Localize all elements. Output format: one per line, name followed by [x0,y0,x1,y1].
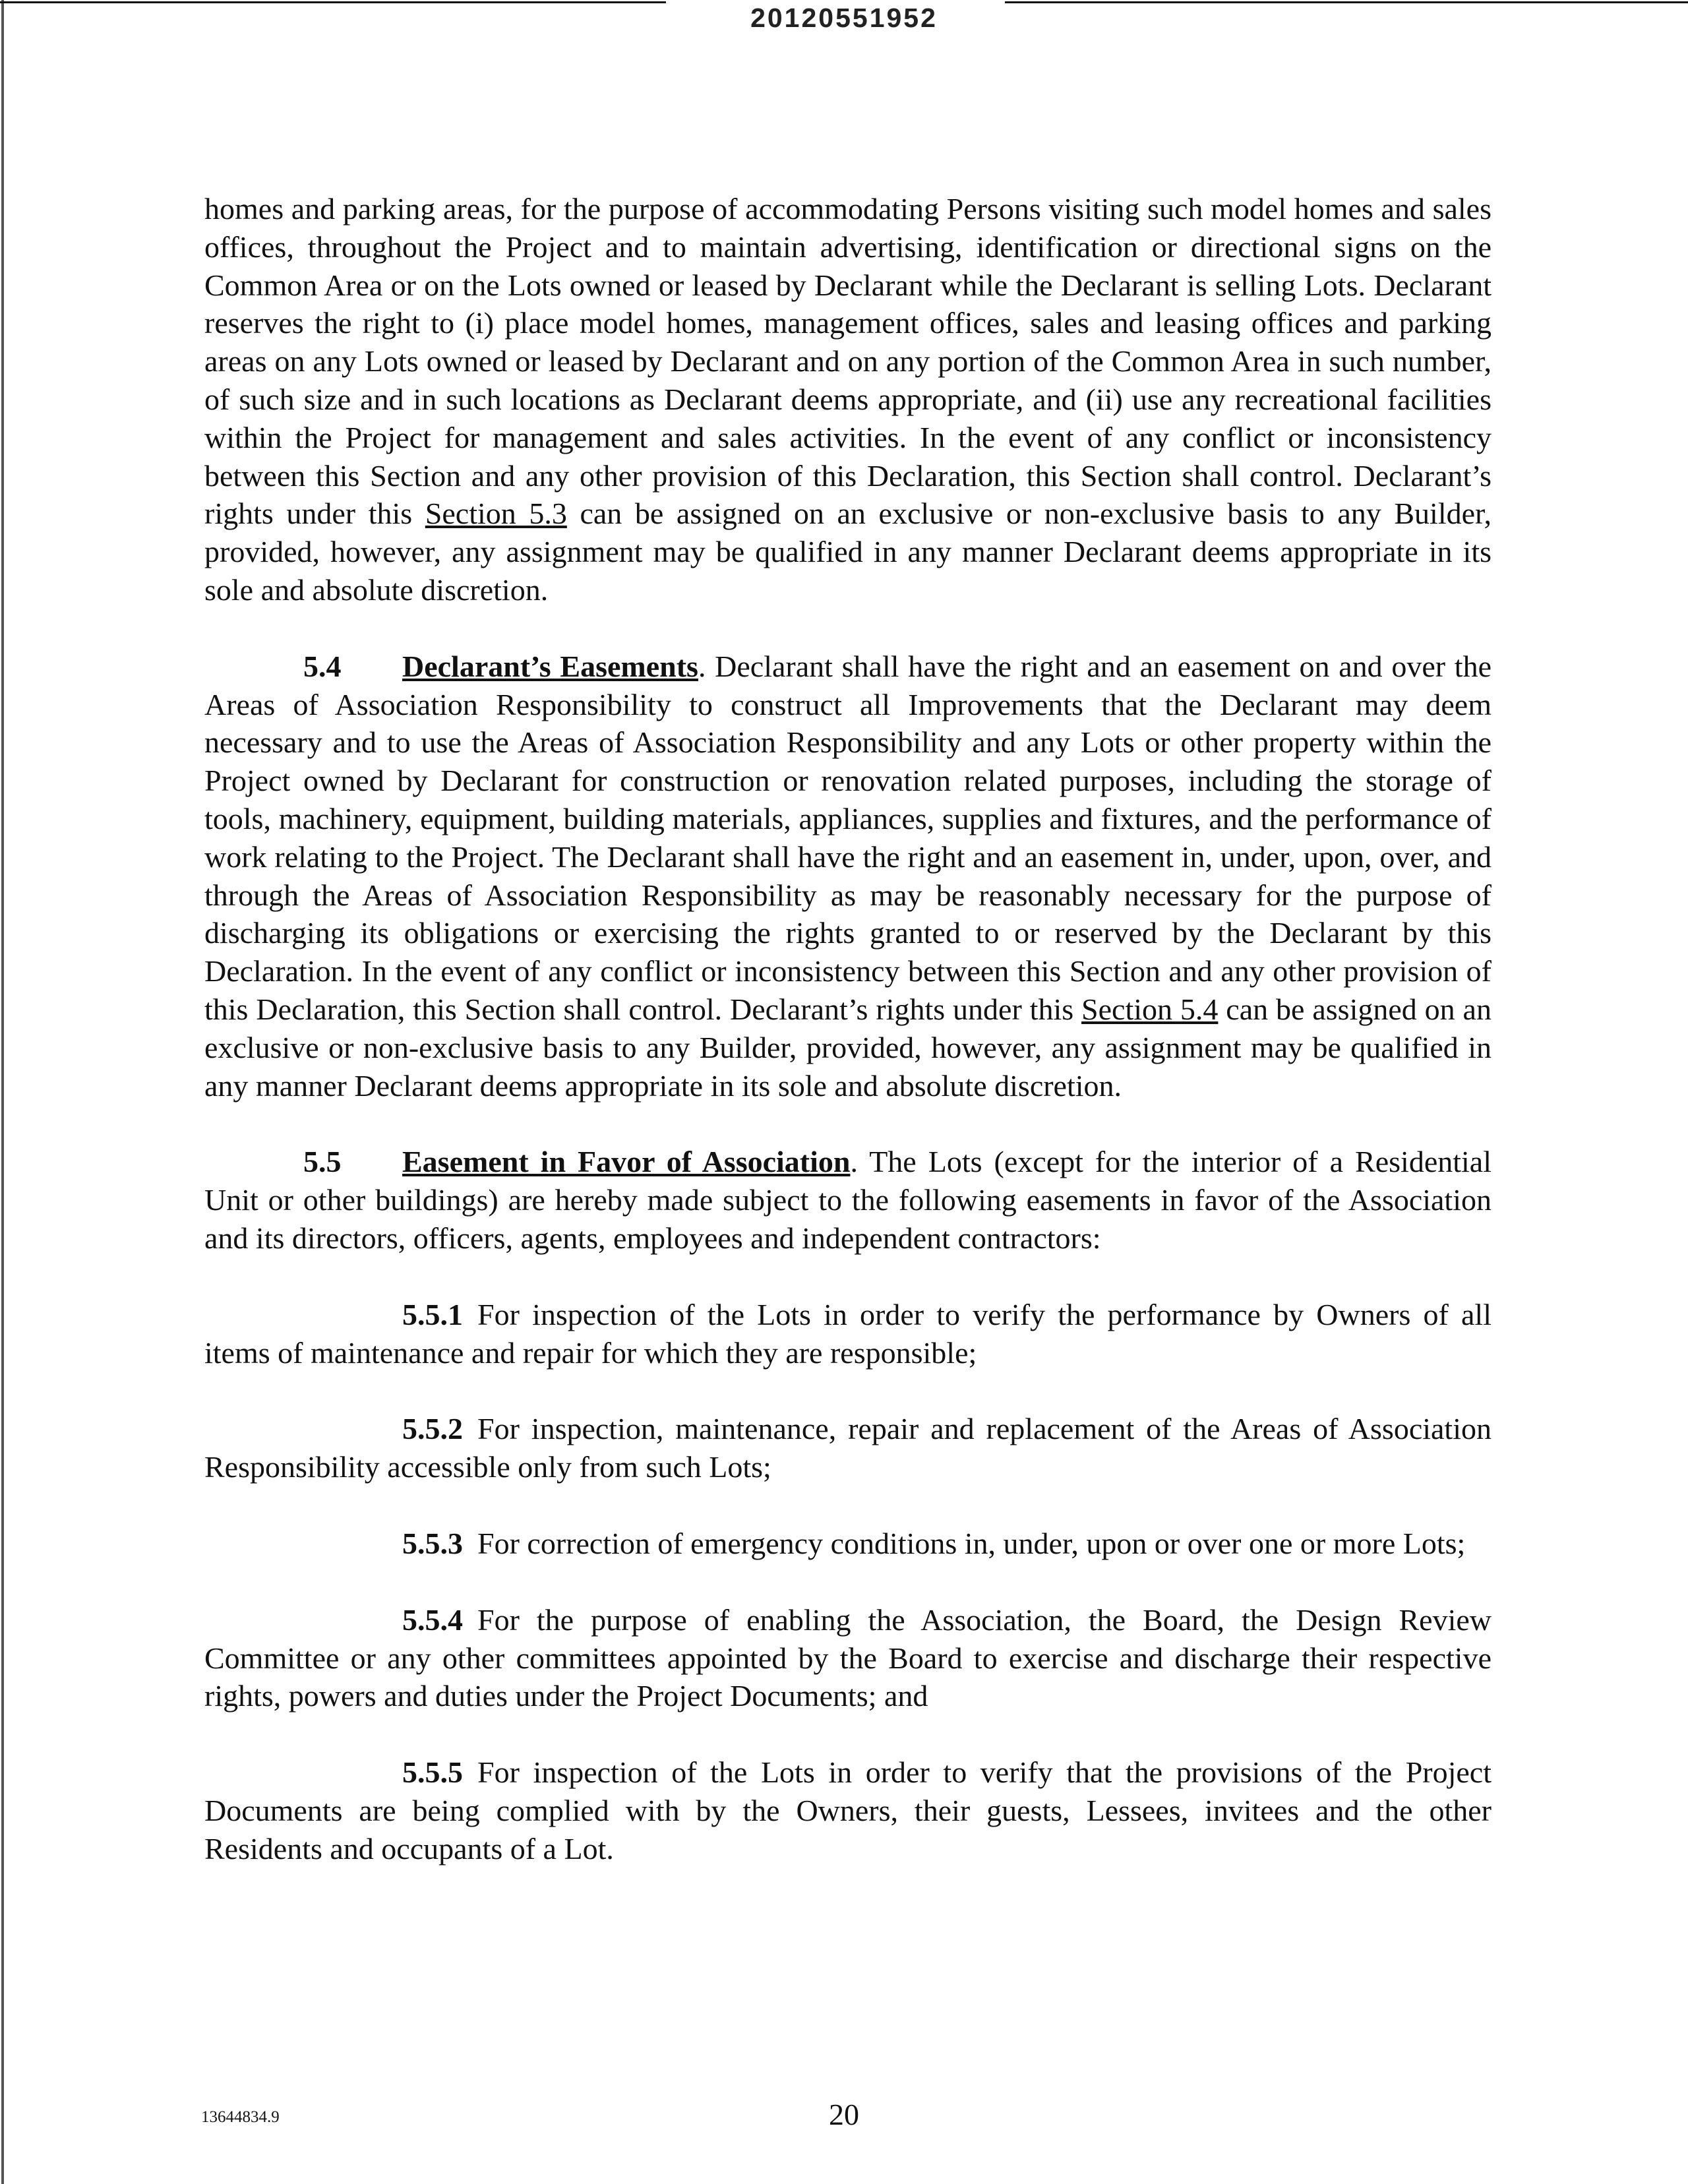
subsection-text: For inspection of the Lots in order to verify that the provisions of the Project Documents are being complied with by the Owners, their guests, Lessees, invitees and the other Residents and occupants of a Lot. [204,1755,1492,1866]
subsection-text: For inspection of the Lots in order to verify the performance by Owners of all items of maintenance and repair for which they are responsible; [204,1297,1492,1370]
section-5-3-reference: Section 5.3 [425,497,567,531]
section-5-4-paragraph [204,648,1492,1105]
intro-text-2: can be assigned on an exclusive or non-exclusive basis to any Builder, provided, however, any assignment may be qualified in any manner Declarant deems appropriate in its sole and absolute discretion. [204,497,1492,607]
intro-text-1: homes and parking areas, for the purpose of accommodating Persons visiting such model homes and sales offices, throughout the Project and to maintain advertising, identification or directional signs on the Common Area or on the Lots owned or leased by Declarant while the Declarant is selling Lots. Declarant reserves the right to (i) place model homes, management offices, sales and leasing offices and parking areas on any Lots owned or leased by Declarant and on any portion of the Common Area in such number, of such size and in such locations as Declarant deems appropriate, and (ii) use any recreational facilities within the Project for management and sales activities. In the event of any conflict or inconsistency between this Section and any other provision of this Declaration, this Section shall control. Declarant’s rights under this [204,192,1492,531]
section-5-4-heading: Declarant’s Easements [402,649,698,683]
section-5-5-text: . The Lots (except for the interior of a Residential Unit or other buildings) are hereby made subject to the following easements in favor of the Association and its directors, officers, agents, employees and independent contractors: [204,1145,1492,1255]
section-5-4-reference: Section 5.4 [1081,992,1219,1026]
section-5-4-text-2: can be assigned on an exclusive or non-exclusive basis to any Builder, provided, however, any assignment may be qualified in any manner Declarant deems appropriate in its sole and absolute discretion. [204,992,1492,1103]
subsection-5-5-4 [204,1601,1492,1715]
subsection-text: For inspection, maintenance, repair and replacement of the Areas of Association Responsibility accessible only from such Lots; [204,1412,1492,1484]
page-number: 20 [829,2098,859,2131]
subsection-5-5-5 [204,1753,1492,1867]
section-5-4-text-1: . Declarant shall have the right and an easement on and over the Areas of Association Responsibility to construct all Improvements that the Declarant may deem necessary and to use the Areas of Association Responsibility and any Lots or other property within the Project owned by Declarant for construction or renovation related purposes, including the storage of tools, machinery, equipment, building materials, appliances, supplies and fixtures, and the performance of work relating to the Project. The Declarant shall have the right and an easement in, under, upon, over, and through the Areas of Association Responsibility as may be reasonably necessary for the purpose of discharging its obligations or exercising the rights granted to or reserved by the Declarant by this Declaration. In the event of any conflict or inconsistency between this Section and any other provision of this Declaration, this Section shall control. Declarant’s rights under this [204,649,1492,1026]
subsection-number: 5.5.2 [402,1412,463,1446]
document-number: 20120551952 [750,3,938,33]
page-edge [1,0,4,2184]
subsection-text: For correction of emergency conditions in, under, upon or over one or more Lots; [477,1526,1466,1560]
subsection-5-5-2 [204,1410,1492,1486]
subsection-number: 5.5.4 [402,1602,463,1637]
page-content [204,190,1492,1867]
section-5-5-number: 5.5 [303,1145,342,1179]
subsection-number: 5.5.3 [402,1526,463,1560]
subsection-number: 5.5.1 [402,1297,463,1331]
section-5-5-paragraph [204,1143,1492,1257]
footer-document-id: 13644834.9 [201,2108,280,2126]
section-5-5-heading: Easement in Favor of Association [402,1145,851,1179]
section-5-4-number: 5.4 [303,649,342,683]
subsection-text: For the purpose of enabling the Association, the Board, the Design Review Committee or any other committees appointed by the Board to exercise and discharge their respective rights, powers and duties under the Project Documents; and [204,1602,1492,1713]
intro-paragraph [204,190,1492,609]
subsection-number: 5.5.5 [402,1755,463,1790]
subsection-5-5-1 [204,1296,1492,1372]
subsection-5-5-3 [204,1525,1492,1563]
